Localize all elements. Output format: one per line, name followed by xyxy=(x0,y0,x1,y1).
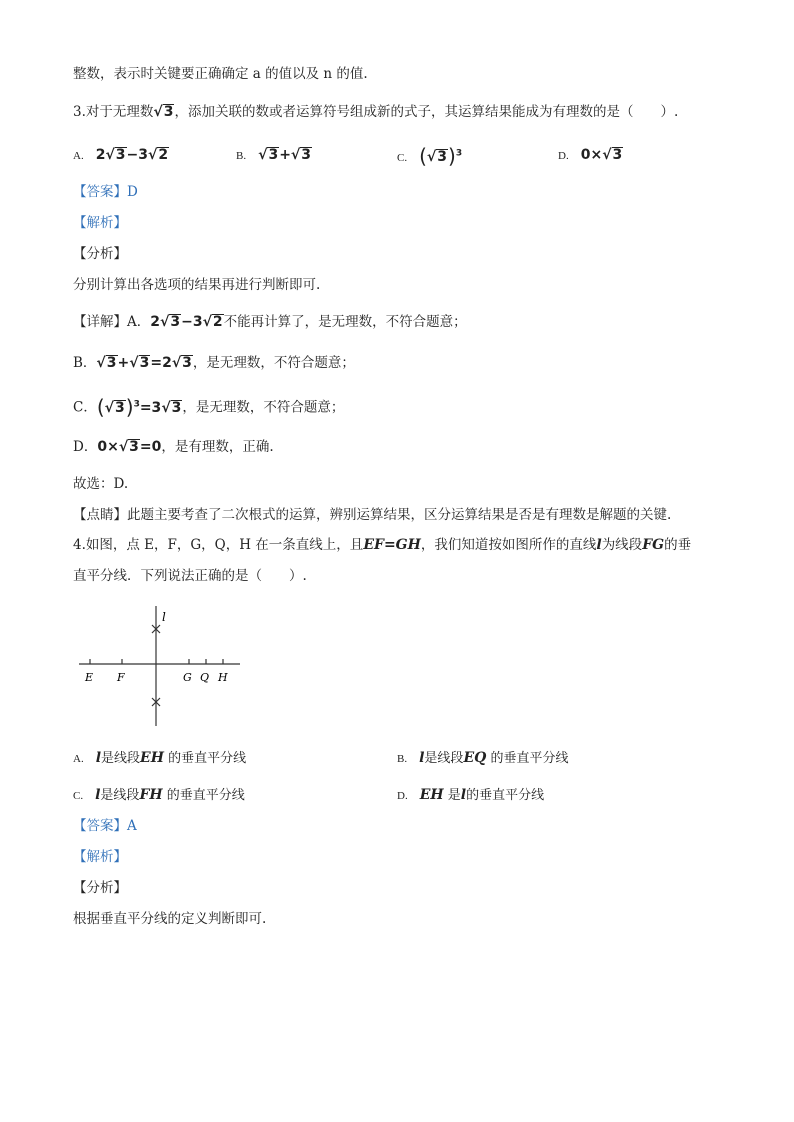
question-4-line2: 直平分线．下列说法正确的是（ ）. xyxy=(73,568,307,584)
label-e: E xyxy=(85,671,94,684)
label-l: l xyxy=(162,610,166,624)
sqrt-3: √3 xyxy=(153,104,174,120)
answer-q3: 【答案】D xyxy=(73,184,138,200)
q3-option-b: B. √3+√3 xyxy=(236,147,312,163)
fenxi-text-q4: 根据垂直平分线的定义判断即可. xyxy=(73,911,267,927)
fenxi-label-q4: 【分析】 xyxy=(73,880,127,896)
label-h: H xyxy=(218,671,228,684)
perpendicular-bisector-figure xyxy=(76,604,246,729)
label-f: F xyxy=(117,671,125,684)
q3-option-d: D. 0×√3 xyxy=(558,147,623,163)
q3-option-a: A. 2√3−3√2 xyxy=(73,147,169,163)
xiangjie-a: 【详解】A．2√3−3√2不能再计算了，是无理数，不符合题意； xyxy=(73,314,467,330)
label-g: G xyxy=(183,671,192,684)
xiangjie-d: D．0×√3=0，是有理数，正确. xyxy=(73,439,274,455)
label-q: Q xyxy=(200,671,210,684)
fenxi-label: 【分析】 xyxy=(73,246,127,262)
q4-option-b: B. l是线段EQ 的垂直平分线 xyxy=(397,750,569,766)
q4-option-a: A. l是线段EH 的垂直平分线 xyxy=(73,750,247,766)
q3-option-c: C. $(√3)^3$ xyxy=(397,143,463,168)
xiangjie-c: C．$(√3)^3=3√3$，是无理数，不符合题意； xyxy=(73,394,345,419)
q4-option-c: C. l是线段FH 的垂直平分线 xyxy=(73,787,245,803)
question-3: 3.对于无理数√3，添加关联的数或者运算符号组成新的式子，其运算结果能成为有理数的是（ ）. xyxy=(73,104,679,120)
fenxi-text: 分别计算出各选项的结果再进行判断即可. xyxy=(73,277,321,293)
dianjing: 【点睛】此题主要考查了二次根式的运算，辨别运算结果，区分运算结果是否是有理数是解题的关键. xyxy=(73,507,672,523)
text-line: 整数，表示时关键要正确确定 a 的值以及 n 的值. xyxy=(73,66,368,82)
q4-option-d: D. EH 是l的垂直平分线 xyxy=(397,787,545,803)
answer-q4: 【答案】A xyxy=(73,818,137,834)
xiangjie-b: B．√3+√3=2√3，是无理数，不符合题意； xyxy=(73,355,355,371)
guxuan-text: 故选：D. xyxy=(73,476,129,492)
analysis-label-q4: 【解析】 xyxy=(73,849,127,865)
analysis-label: 【解析】 xyxy=(73,215,127,231)
question-4: 4.如图，点 E，F，G，Q，H 在一条直线上，且EF=GH，我们知道按如图所作的直线l为线段FG的垂 xyxy=(73,537,692,553)
